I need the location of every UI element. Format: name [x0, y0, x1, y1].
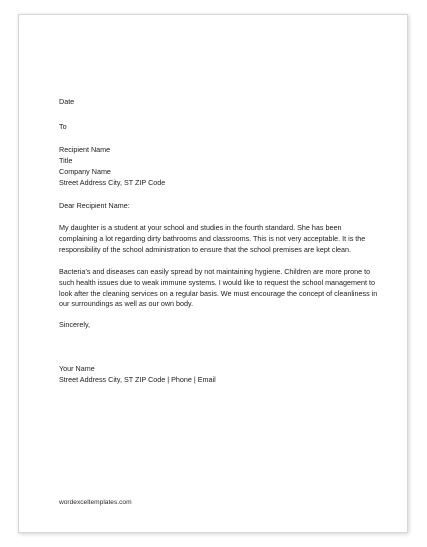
sender-name: Your Name [59, 364, 95, 373]
sender-contact: Street Address City, ST ZIP Code | Phone | Email [59, 375, 216, 384]
recipient-title: Title [59, 156, 73, 165]
body-paragraph-2: Bacteria’s and diseases can easily spread by not maintaining hygiene. Children are more prone to such health issues due to weak immune systems. I would like to request the school management to look after the cleaning services on a regular basis. We must encourage the concept of cleanliness in our surroundings as well as our own body. [59, 267, 378, 309]
salutation: Dear Recipient Name: [59, 201, 130, 210]
date-line: Date [59, 97, 75, 106]
footer-website: wordexceltemplates.com [59, 499, 132, 506]
closing: Sincerely, [59, 320, 91, 329]
recipient-address: Street Address City, ST ZIP Code [59, 178, 166, 187]
to-line: To [59, 122, 67, 131]
recipient-company: Company Name [59, 167, 111, 176]
letter-page [18, 14, 408, 533]
body-paragraph-1: My daughter is a student at your school and studies in the fourth standard. She has been complaining a lot regarding dirty bathrooms and classrooms. This is not very acceptable. It is the responsibility of the school administration to ensure that the school premises are kept clean. [59, 223, 366, 254]
recipient-name: Recipient Name [59, 145, 111, 154]
